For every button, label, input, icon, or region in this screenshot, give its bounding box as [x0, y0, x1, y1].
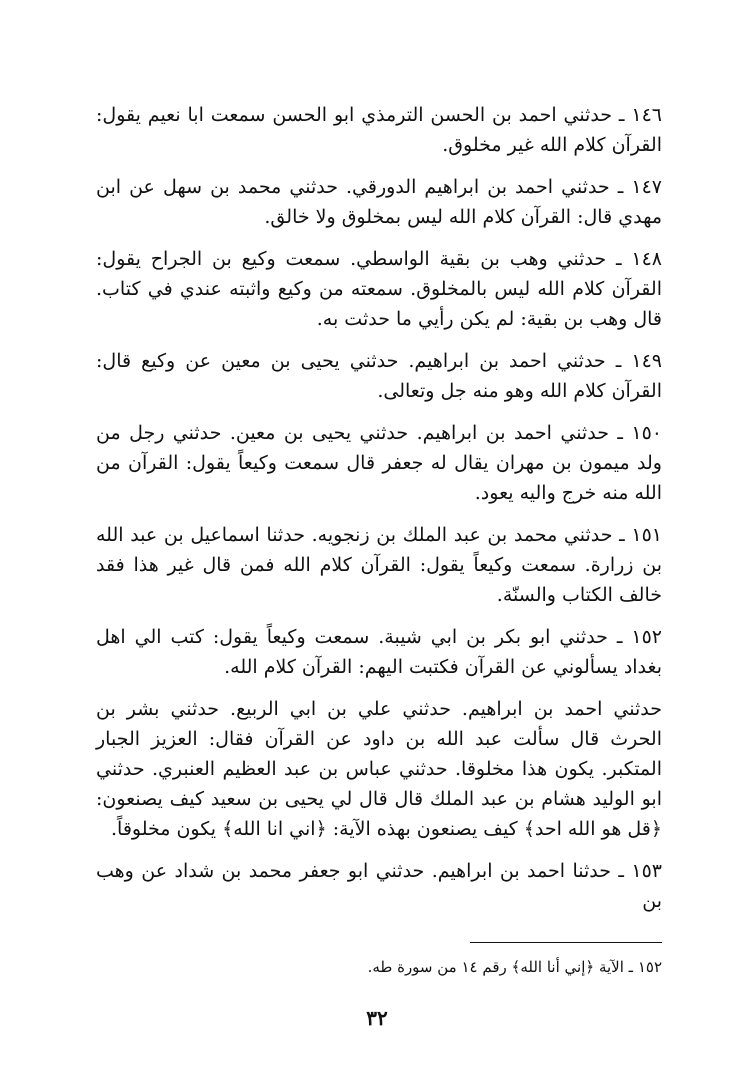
paragraph-150: ١٥٠ ـ حدثني احمد بن ابراهيم. حدثني يحيى بن معين. حدثني رجل من ولد ميمون بن مهران يقال له جعفر قال سمعت وكيعاً يقول: القرآن من الله منه خرج واليه يعود.: [96, 422, 662, 504]
paragraph-148: ١٤٨ ـ حدثني وهب بن بقية الواسطي. سمعت وكيع بن الجراح يقول: القرآن كلام الله ليس بالمخلوق. سمعته من وكيع واثبته عندي في كتاب. قال وهب بن بقية: لم يكن رأيي ما حدثت به.: [96, 248, 662, 330]
main-text: [96, 100, 662, 928]
paragraph-146: ١٤٦ ـ حدثني احمد بن الحسن الترمذي ابو الحسن سمعت ابا نعيم يقول: القرآن كلام الله غير مخلوق.: [96, 104, 662, 156]
paragraph-149: ١٤٩ ـ حدثني احمد بن ابراهيم. حدثني يحيى بن معين عن وكيع قال: القرآن كلام الله وهو منه جل وتعالى.: [96, 350, 662, 402]
footnote-divider: [470, 942, 662, 943]
paragraph-153: ١٥٣ ـ حدثنا احمد بن ابراهيم. حدثني ابو جعفر محمد بن شداد عن وهب بن: [96, 860, 662, 912]
footnote: ١٥٢ ـ الآية ﴿إني أنا الله﴾ رقم ١٤ من سورة طه.: [367, 958, 662, 976]
paragraph-152: ١٥٢ ـ حدثني ابو بكر بن ابي شيبة. سمعت وكيعاً يقول: كتب الي اهل بغداد يسألوني عن القرآن فكتبت اليهم: القرآن كلام الله.: [96, 626, 662, 678]
paragraph-unnumbered: حدثني احمد بن ابراهيم. حدثني علي بن ابي الربيع. حدثني بشر بن الحرث قال سألت عبد الله بن داود عن القرآن فقال: العزيز الجبار المتكبر. يكون هذا مخلوقا. حدثني عباس بن عبد العظيم العنبري. حدثني ابو الوليد هشام بن عبد الملك قال قال لي يحيى بن سعيد كيف يصنعون: ﴿قل هو الله احد﴾ كيف يصنعون بهذه الآية: ﴿اني انا الله﴾ يكون مخلوقاً.: [96, 698, 662, 840]
paragraph-147: ١٤٧ ـ حدثني احمد بن ابراهيم الدورقي. حدثني محمد بن سهل عن ابن مهدي قال: القرآن كلام الله ليس بمخلوق ولا خالق.: [96, 176, 662, 228]
paragraph-151: ١٥١ ـ حدثني محمد بن عبد الملك بن زنجويه. حدثنا اسماعيل بن عبد الله بن زرارة. سمعت وكيعاً يقول: القرآن كلام الله فمن قال غير هذا فقد خالف الكتاب والسنّة.: [96, 524, 662, 606]
page-number: ٣٢: [366, 1006, 388, 1030]
